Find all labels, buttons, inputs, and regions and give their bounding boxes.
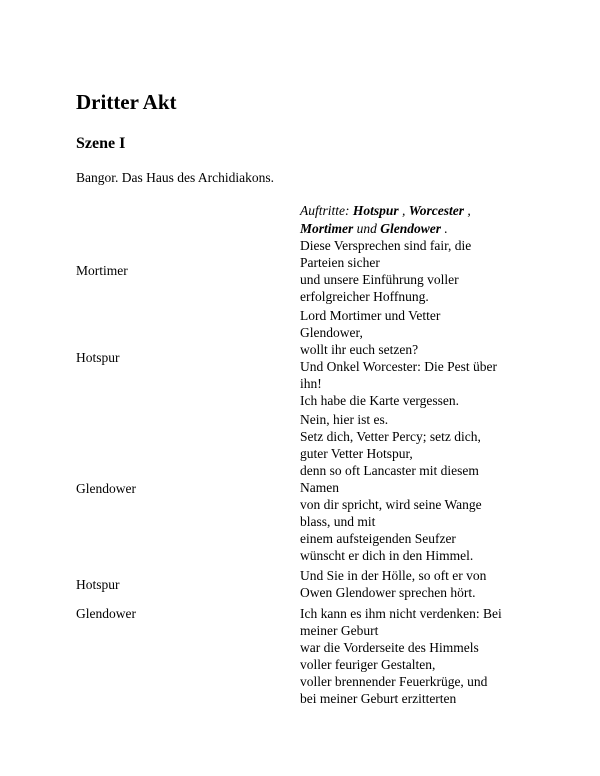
- speech-line: Namen: [300, 480, 339, 495]
- separator: ,: [464, 203, 471, 218]
- speech-line: Setz dich, Vetter Percy; setz dich,: [300, 429, 481, 444]
- stage-direction-suffix: .: [441, 220, 448, 236]
- speech-line: bei meiner Geburt erzitterten: [300, 691, 457, 706]
- stage-direction: [300, 202, 530, 237]
- speech-line: einem aufsteigenden Seufzer: [300, 531, 456, 546]
- speech-line: ihn!: [300, 376, 322, 391]
- speech-line: Owen Glendower sprechen hört.: [300, 585, 476, 600]
- scene-setting: Bangor. Das Haus des Archidiakons.: [76, 170, 274, 185]
- speech-line: und unsere Einführung voller: [300, 272, 459, 287]
- speech-line: denn so oft Lancaster mit diesem: [300, 463, 479, 478]
- character-name: Mortimer: [300, 220, 354, 236]
- speech-line: Und Sie in der Hölle, so oft er von: [300, 568, 487, 583]
- speech-line: Diese Versprechen sind fair, die: [300, 238, 472, 253]
- speech-block: [300, 605, 530, 707]
- speech-line: erfolgreicher Hoffnung.: [300, 289, 429, 304]
- speech-block: [300, 237, 530, 305]
- act-title: Dritter Akt: [76, 90, 177, 114]
- speech-line: blass, und mit: [300, 514, 376, 529]
- speaker-name: Hotspur: [76, 577, 120, 592]
- speech-line: guter Vetter Hotspur,: [300, 446, 413, 461]
- speech-line: voller feuriger Gestalten,: [300, 657, 436, 672]
- speech-line: Ich habe die Karte vergessen.: [300, 393, 460, 408]
- speech-line: voller brennender Feuerkrüge, und: [300, 674, 488, 689]
- scene-title: Szene I: [76, 135, 126, 152]
- speech-block: [300, 567, 530, 601]
- speech-line: Glendower,: [300, 325, 363, 340]
- speech-line: Nein, hier ist es.: [300, 412, 389, 427]
- speaker-name: Glendower: [76, 481, 136, 496]
- speech-line: Ich kann es ihm nicht verdenken: Bei: [300, 606, 502, 621]
- character-name: Hotspur: [352, 203, 399, 218]
- speech-block: [300, 307, 530, 409]
- speaker-name: Glendower: [76, 606, 136, 621]
- speech-line: von dir spricht, wird seine Wange: [300, 497, 482, 512]
- speech-line: Und Onkel Worcester: Die Pest über: [300, 359, 497, 374]
- speaker-name: Hotspur: [76, 350, 120, 365]
- speech-line: Parteien sicher: [300, 255, 380, 270]
- speech-line: wollt ihr euch setzen?: [300, 342, 419, 357]
- speech-line: Lord Mortimer und Vetter: [300, 308, 441, 323]
- separator: und: [353, 220, 381, 236]
- separator: ,: [398, 203, 409, 218]
- stage-direction-prefix: Auftritte:: [300, 203, 353, 218]
- speaker-name: Mortimer: [76, 263, 128, 278]
- character-name: Worcester: [408, 203, 465, 218]
- speech-block: [300, 411, 530, 564]
- speech-line: wünscht er dich in den Himmel.: [300, 548, 474, 563]
- character-name: Glendower: [380, 220, 442, 236]
- speech-line: war die Vorderseite des Himmels: [300, 640, 479, 655]
- speech-line: meiner Geburt: [300, 623, 379, 638]
